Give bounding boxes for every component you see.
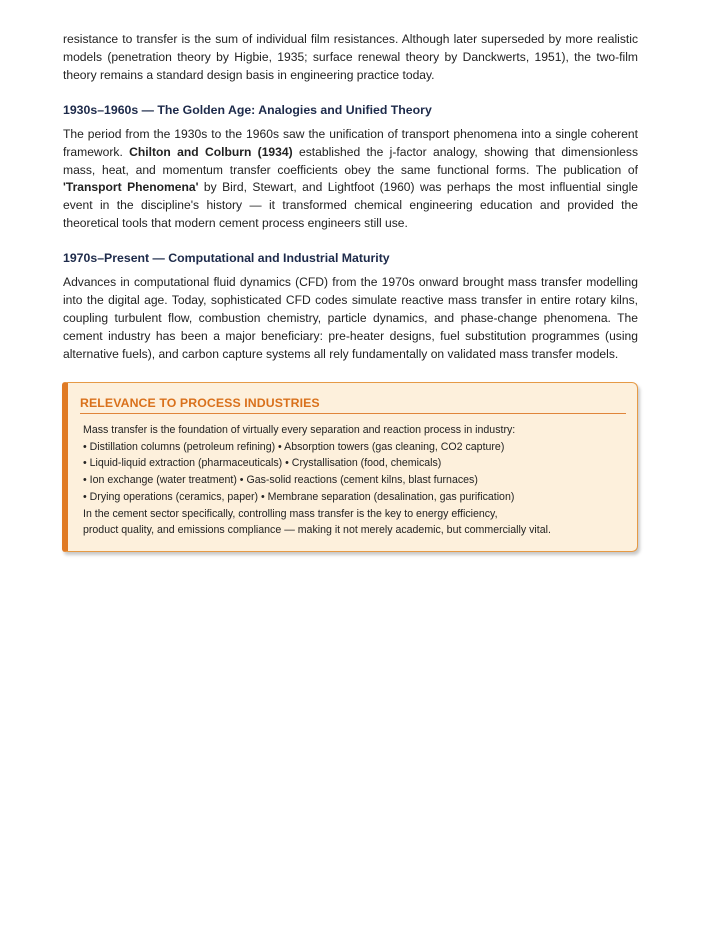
golden-age-text-e: by Bird, Stewart, and Lightfoot (1960) was perhaps the most influential single event in the discipline's history — it transformed chemical engineering education and provided the theoretical tools that modern cement process engineers still use.: [63, 180, 638, 231]
intro-paragraph: resistance to transfer is the sum of individual film resistances. Although later superseded by more realistic models (penetration theory by Higbie, 1935; surface renewal theory by Danckwerts, 1951), the two-film theory remains a standard design basis in engineering practice today.: [63, 32, 638, 82]
section-heading-computational: 1970s–Present — Computational and Industrial Maturity: [63, 251, 390, 266]
golden-age-text-c: established the j-factor analogy, showing that dimensionless mass, heat, and momentum transfer coefficients obey the same functional forms. The publication of: [63, 144, 638, 177]
golden-age-bold-chilton: Chilton and Colburn (1934): [129, 144, 293, 159]
computational-paragraph: Advances in computational fluid dynamics (CFD) from the 1970s onward brought mass transfer modelling into the digital age. Today, sophisticated CFD codes simulate reactive mass transfer in entire rotary kilns, coupling turbulent flow, combustion chemistry, particle dynamics, and phase-change phenomena. The cement industry has been a major beneficiary: pre-heater designs, fuel substitution programmes (using alternative fuels), and carbon capture systems all rely fundamentally on validated mass transfer models.: [63, 275, 638, 361]
callout-line: • Distillation columns (petroleum refining) • Absorption towers (gas cleaning, CO2 capture): [83, 440, 505, 453]
relevance-callout-box: [62, 382, 638, 552]
golden-age-text-a: The period from the 1930s to the 1960s saw the unification of transport phenomena into a single coherent framework.: [63, 126, 638, 159]
golden-age-paragraph: [63, 126, 638, 233]
callout-line: • Liquid-liquid extraction (pharmaceuticals) • Crystallisation (food, chemicals): [83, 457, 442, 470]
callout-title: RELEVANCE TO PROCESS INDUSTRIES: [80, 396, 320, 410]
golden-age-bold-transport: 'Transport Phenomena': [63, 180, 199, 195]
section-heading-golden-age: 1930s–1960s — The Golden Age: Analogies and Unified Theory: [63, 102, 432, 117]
callout-text: [83, 422, 623, 539]
callout-line: • Drying operations (ceramics, paper) • Membrane separation (desalination, gas purification): [83, 490, 515, 503]
document-body: [63, 31, 638, 364]
callout-line: Mass transfer is the foundation of virtually every separation and reaction process in industry:: [83, 424, 516, 436]
callout-line: • Ion exchange (water treatment) • Gas-solid reactions (cement kilns, blast furnaces): [83, 474, 478, 487]
callout-line: product quality, and emissions compliance — making it not merely academic, but commercially vital.: [83, 524, 551, 537]
callout-divider: [80, 413, 626, 414]
callout-line: In the cement sector specifically, controlling mass transfer is the key to energy efficiency,: [83, 507, 498, 520]
